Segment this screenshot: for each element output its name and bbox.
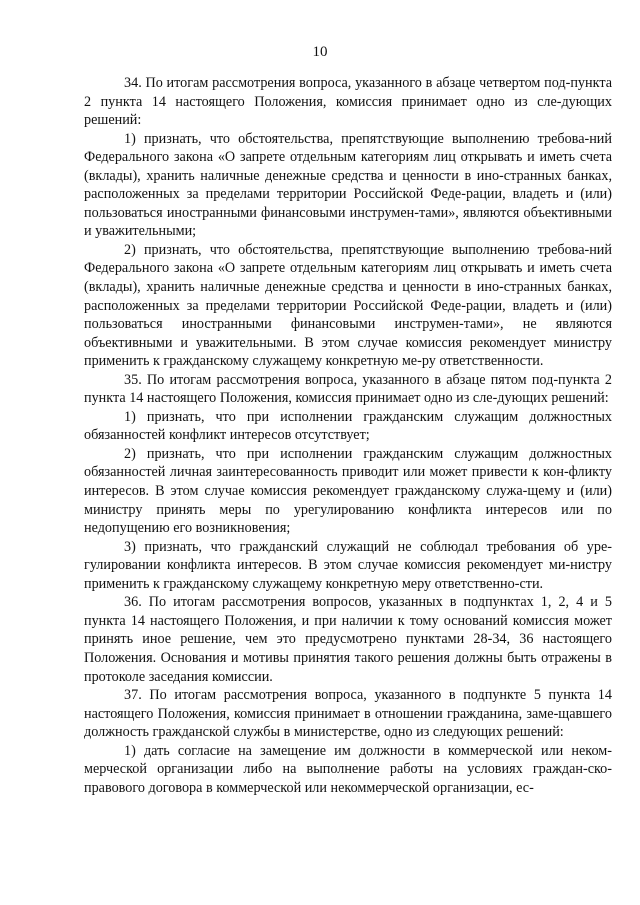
paragraph-35-item-3: 3) признать, что гражданский служащий не соблюдал требования об уре-гулировании конфликта интересов. В этом случае комиссия рекомендует ми-нистру применить к гражданскому служащему конкретную меру ответственно-сти. bbox=[84, 538, 612, 592]
page-number: 10 bbox=[312, 44, 328, 60]
paragraph-37-item-1: 1) дать согласие на замещение им должности в коммерческой или неком-мерческой организации либо на выполнение работы на условиях граждан-ско-правового договора в коммерческой или некоммерческой организации, ес- bbox=[84, 742, 612, 796]
paragraph-35-item-1: 1) признать, что при исполнении гражданским служащим должностных обязанностей конфликт интересов отсутствует; bbox=[84, 408, 612, 444]
paragraph-34-item-2: 2) признать, что обстоятельства, препятствующие выполнению требова-ний Федерального закона «О запрете отдельным категориям лиц открывать и иметь счета (вклады), хранить наличные денежные средства и ценности в ино-странных банках, расположенных за пределами территории Российской Феде-рации, владеть и (или) пользоваться иностранными финансовыми инструмен-тами», не являются объективными и уважительными. В этом случае комиссия рекомендует министру применить к гражданскому служащему конкретную ме-ру ответственности. bbox=[84, 241, 612, 370]
paragraph-37: 37. По итогам рассмотрения вопроса, указанного в подпункте 5 пункта 14 настоящего Положения, комиссия принимает в отношении гражданина, заме-щавшего должность гражданской службы в министерстве, одно из следующих решений: bbox=[84, 687, 612, 741]
document-body bbox=[84, 74, 612, 797]
paragraph-36: 36. По итогам рассмотрения вопросов, указанных в подпунктах 1, 2, 4 и 5 пункта 14 настоящего Положения, и при наличии к тому оснований комиссия может принять иное решение, чем это предусмотрено пунктами 28-34, 36 настоящего Положения. Основания и мотивы принятия такого решения должны быть отражены в протоколе заседания комиссии. bbox=[84, 594, 612, 685]
paragraph-34-item-1: 1) признать, что обстоятельства, препятствующие выполнению требова-ний Федерального закона «О запрете отдельным категориям лиц открывать и иметь счета (вклады), хранить наличные денежные средства и ценности в ино-странных банках, расположенных за пределами территории Российской Феде-рации, владеть и (или) пользоваться иностранными финансовыми инструмен-тами», являются объективными и уважительными; bbox=[84, 130, 612, 240]
paragraph-34: 34. По итогам рассмотрения вопроса, указанного в абзаце четвертом под-пункта 2 пункта 14 настоящего Положения, комиссия принимает одно из сле-дующих решений: bbox=[84, 75, 612, 129]
paragraph-35: 35. По итогам рассмотрения вопроса, указанного в абзаце пятом под-пункта 2 пункта 14 настоящего Положения, комиссия принимает одно из сле-дующих решений: bbox=[84, 371, 612, 407]
paragraph-35-item-2: 2) признать, что при исполнении гражданским служащим должностных обязанностей личная заинтересованность приводит или может привести к кон-фликту интересов. В этом случае комиссия рекомендует гражданскому служа-щему и (или) министру принять меры по урегулированию конфликта интересов или по недопущению его возникновения; bbox=[84, 445, 612, 537]
